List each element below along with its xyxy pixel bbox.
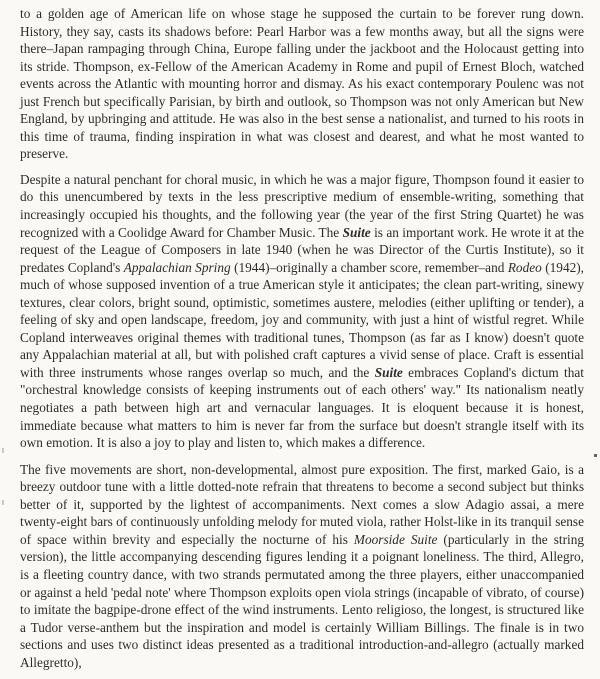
paragraph-suite-context — [20, 171, 584, 452]
work-title-moorside-suite: Moorside Suite — [353, 531, 438, 547]
scan-edge-mark — [2, 448, 4, 453]
scan-edge-mark — [2, 500, 4, 505]
paragraph-text: Despite a natural penchant for choral music, in which he was a major figure, Thompson found it easier to do this unencumbered by texts in the less prescriptive medium of ensemble-writing, something that increasingly occupied his thoughts, and the following year (the year of the first String Quartet) he was recognized with a Coolidge Award for Chamber Music. The — [20, 171, 584, 240]
paragraph-text: (1944)–originally a chamber score, remember–and — [230, 259, 508, 275]
work-title-rodeo: Rodeo — [507, 259, 542, 275]
paragraph-text: to a golden age of American life on whose stage he supposed the curtain to be forever rung down. History, they say, casts its shadows before: Pearl Harbor was a few months away, but all the signs were there–Japan rampaging through China, Europe falling under the jackboot and the Holocaust getting into its stride. Thompson, ex-Fellow of the American Academy in Rome and pupil of Ernest Bloch, watched events across the Atlantic with mounting horror and dismay. As his exact contemporary Poulenc was not just French but specifically Parisian, by birth and outlook, so Thompson was not only American but New England, by upbringing and attitude. He was also in the best sense a nationalist, and turned to his roots in this time of trauma, finding inspiration in what was closest and dearest, and what he most wanted to preserve. — [20, 6, 584, 162]
scan-edge-mark — [594, 454, 597, 457]
work-title-suite: Suite — [342, 224, 371, 240]
paragraph-text: (1942), much of whose supposed invention of a true American style it anticipates; the clean part-writing, sinewy textures, clear colors, bright sound, optimistic, sometimes austere, melodies (either uplifting or tender), a feeling of sky and open landscape, freedom, joy and community, with just a hint of wistful regret. While Copland interweaves original themes with traditional tunes, Thompson (as far as I know) doesn't quote any Appalachian material at all, but with polished craft captures a vivid sense of place. Craft is essential with three instruments whose ranges overlap so much, and the — [20, 259, 584, 380]
work-title-suite: Suite — [374, 364, 403, 380]
paragraph-text: (particularly in the string version), the little accompanying descending figures lending it a poignant loneliness. The third, Allegro, is a fleeting country dance, with two strands permutated among the three players, either unaccompanied or against a held 'pedal note' where Thompson exploits open viola strings (incapable of vibrato, of course) to imitate the bagpipe-drone effect of the wind instruments. Lento religioso, the longest, is structured like a Tudor verse-anthem but the inspiration and model is certainly William Billings. The finale is in two sections and uses two distinct ideas presented as a traditional introduction-and-allegro (actually marked Allegretto), — [20, 531, 584, 670]
paragraph-history — [20, 5, 584, 163]
paragraph-text: The five movements are short, non-developmental, almost pure exposition. The first, marked Gaio, is a breezy outdoor tune with a little dotted-note refrain that threatens to become a second subject but thinks better of it, supported by the lightest of accompaniments. Next comes a slow Adagio assai, a mere twenty-eight bars of continuously unfolding melody for muted viola, rather Holst-like in its tranquil sense of space within brevity and especially the nocturne of his — [20, 461, 584, 547]
document-page — [20, 5, 584, 679]
work-title-appalachian-spring: Appalachian Spring — [123, 259, 231, 275]
paragraph-text: is an important work. He wrote it at the request of the League of Composers in late 1940 (when he was Director of the Curtis Institute), so it predates Copland's — [20, 224, 584, 275]
paragraph-text: embraces Copland's dictum that "orchestral knowledge consists of keeping instruments out of each others' way." Its nationalism neatly negotiates a path between high art and vernacular languages. It is eloquent because it is honest, immediate because what matters to him is never far from the surface but doesn't strangle itself with its own emotion. It is also a joy to play and listen to, which makes a difference. — [20, 364, 584, 451]
paragraph-movements — [20, 461, 584, 672]
